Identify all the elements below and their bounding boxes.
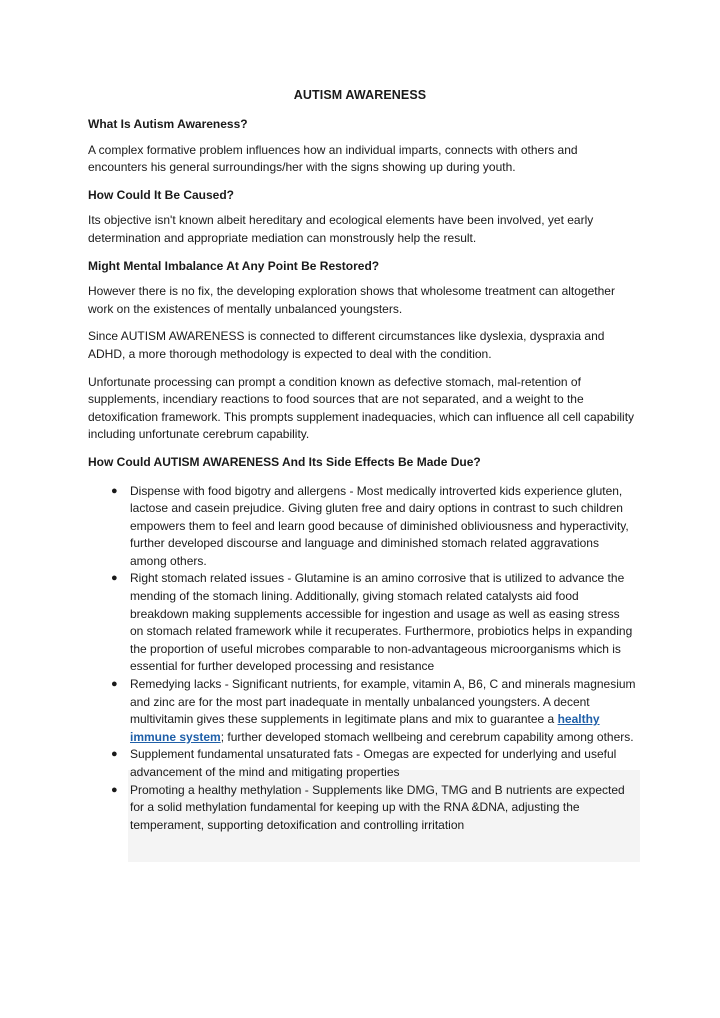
list-item [88,570,636,676]
list-item-text: Dispense with food bigotry and allergens - Most medically introverted kids experience gluten, lactose and casein prejudice. Giving gluten free and dairy options in contrast to such children empowers them to feel and learn good because of diminished obliviousness and hyperactivity, further developed discourse and language and diminished stomach related aggravations among others. [130,483,629,568]
document-title: AUTISM AWARENESS [293,88,427,102]
section-heading: How Could AUTISM AWARENESS And Its Side Effects Be Made Due? [88,454,481,469]
list-item-text: Right stomach related issues - Glutamine is an amino corrosive that is utilized to advance the mending of the stomach lining. Additionally, giving stomach related catalysts aid food breakdown making supplements accessible for ingestion and usage as well as easing stress on stomach related framework while it recuperates. Furthermore, probiotics helps in expanding the proportion of useful microbes comparable to non-advantageous microorganisms which is essential for further developed processing and resistance [130,571,633,674]
list-item [88,782,636,835]
document-body [88,116,636,834]
paragraph: A complex formative problem influences how an individual imparts, connects with others and encounters his general surroundings/her with the signs showing up during youth. [88,142,578,175]
paragraph: Its objective isn't known albeit hereditary and ecological elements have been involved, yet early determination and appropriate mediation can monstrously help the result. [88,213,594,245]
list-item-text: Remedying lacks - Significant nutrients, for example, vitamin A, B6, C and minerals magnesium and zinc are for the most part inadequate in mentally unbalanced youngsters. A decent multivitamin gives these supplements in legitimate plans and mix to guarantee a [130,677,636,727]
healthy-immune-system-link[interactable]: healthy immune system [130,712,600,744]
bullet-icon: ● [111,748,118,761]
paragraph: Since AUTISM AWARENESS is connected to different circumstances like dyslexia, dyspraxia and ADHD, a more thorough methodology is expected to deal with the condition. [88,329,605,361]
bullet-icon: ● [111,572,118,585]
bullet-icon: ● [111,678,118,691]
section-heading: How Could It Be Caused? [88,187,235,202]
section-heading: What Is Autism Awareness? [88,117,248,131]
list-item-text: Supplement fundamental unsaturated fats - Omegas are expected for underlying and useful advancement of the mind and mitigating properties [130,747,617,779]
list-item [88,676,636,746]
bullet-icon: ● [111,484,118,497]
list-item [88,483,636,571]
bullet-list [88,483,636,835]
paragraph: Unfortunate processing can prompt a condition known as defective stomach, mal-retention of supplements, incendiary reactions to food sources that are not separated, and a weight to the detoxification framework. This prompts supplement inadequacies, which can influence all cell capability including unfortunate cerebrum capability. [88,374,635,442]
list-item [88,746,636,781]
bullet-icon: ● [111,783,118,796]
section-heading: Might Mental Imbalance At Any Point Be Restored? [88,258,380,273]
list-item-text: ; further developed stomach wellbeing and cerebrum capability among others. [220,729,634,744]
list-item-text: Promoting a healthy methylation - Supplements like DMG, TMG and B nutrients are expected for a solid methylation fundamental for keeping up with the RNA &DNA, adjusting the temperament, supporting detoxification and controlling irritation [130,782,625,832]
paragraph: However there is no fix, the developing exploration shows that wholesome treatment can altogether work on the existences of mentally unbalanced youngsters. [88,284,615,316]
